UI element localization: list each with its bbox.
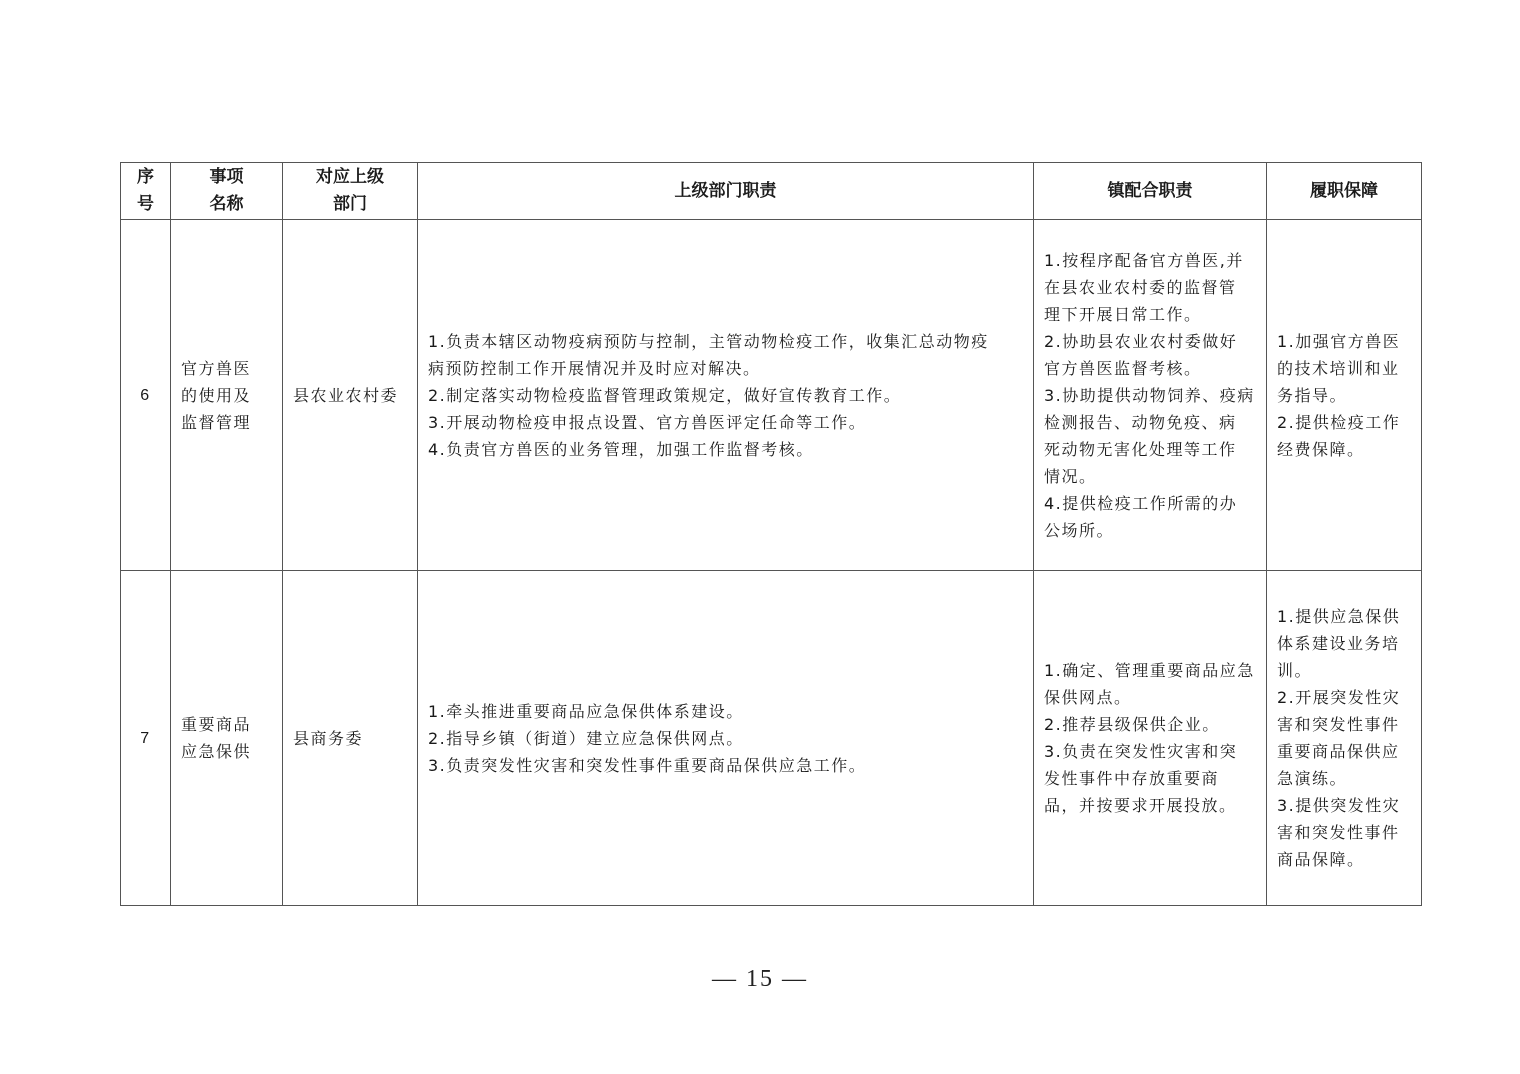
seq-cell: 7 bbox=[121, 571, 171, 906]
header-upper-dept: 对应上级 部门 bbox=[283, 163, 418, 220]
table-row bbox=[121, 220, 1422, 571]
header-item-name: 事项 名称 bbox=[171, 163, 283, 220]
guarantee-cell: 1.加强官方兽医 的技术培训和业 务指导。 2.提供检疫工作 经费保障。 bbox=[1267, 220, 1422, 571]
guarantee-cell: 1.提供应急保供 体系建设业务培 训。 2.开展突发性灾 害和突发性事件 重要商品保供应 急演练。 3.提供突发性灾 害和突发性事件 商品保障。 bbox=[1267, 571, 1422, 906]
table-row bbox=[121, 571, 1422, 906]
upper-duties-cell: 1.负责本辖区动物疫病预防与控制，主管动物检疫工作，收集汇总动物疫 病预防控制工作开展情况并及时应对解决。 2.制定落实动物检疫监督管理政策规定，做好宣传教育工作。 3.开展动物检疫申报点设置、官方兽医评定任命等工作。 4.负责官方兽医的业务管理，加强工作监督考核。 bbox=[418, 220, 1034, 571]
upper-dept-cell: 县农业农村委 bbox=[283, 220, 418, 571]
upper-dept-cell: 县商务委 bbox=[283, 571, 418, 906]
header-upper-duties: 上级部门职责 bbox=[418, 163, 1034, 220]
page-number: — 15 — bbox=[712, 966, 808, 992]
item-name-cell: 官方兽医 的使用及 监督管理 bbox=[171, 220, 283, 571]
header-town-duties: 镇配合职责 bbox=[1034, 163, 1267, 220]
table-header-row bbox=[121, 163, 1422, 220]
seq-cell: 6 bbox=[121, 220, 171, 571]
town-duties-cell: 1.按程序配备官方兽医,并 在县农业农村委的监督管 理下开展日常工作。 2.协助县农业农村委做好 官方兽医监督考核。 3.协助提供动物饲养、疫病 检测报告、动物免疫、病 死动物无害化处理等工作 情况。 4.提供检疫工作所需的办 公场所。 bbox=[1034, 220, 1267, 571]
header-guarantee: 履职保障 bbox=[1267, 163, 1422, 220]
town-duties-cell: 1.确定、管理重要商品应急 保供网点。 2.推荐县级保供企业。 3.负责在突发性灾害和突 发性事件中存放重要商 品，并按要求开展投放。 bbox=[1034, 571, 1267, 906]
header-seq: 序 号 bbox=[121, 163, 171, 220]
responsibility-table bbox=[120, 162, 1422, 906]
upper-duties-cell: 1.牵头推进重要商品应急保供体系建设。 2.指导乡镇（街道）建立应急保供网点。 3.负责突发性灾害和突发性事件重要商品保供应急工作。 bbox=[418, 571, 1034, 906]
item-name-cell: 重要商品 应急保供 bbox=[171, 571, 283, 906]
